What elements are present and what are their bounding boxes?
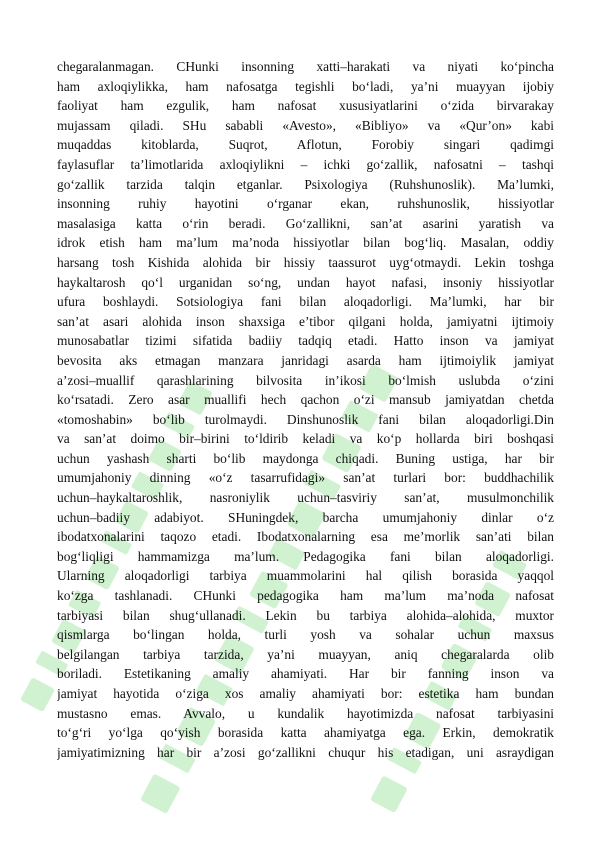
- text-line: faylasuflar ta’limotlarida axloqiylikni – ichki go‘zallik, nafosatni – tashqi: [57, 156, 554, 172]
- text-line: jamiyat hayotida o‘ziga xos amaliy ahamiyati bor: estetika ham bundan: [57, 686, 554, 701]
- text-line: boriladi. Estetikaning amaliy ahamiyati. Har bir fanning inson va: [57, 666, 554, 682]
- text-line: idrok etish ham ma’lum ma’noda hissiyotlar bilan bog‘liq. Masalan, oddiy: [57, 235, 554, 251]
- text-line: «tomoshabin» bo‘lib turolmaydi. Dinshunoslik fani bilan aloqadorligi.Din: [57, 411, 554, 427]
- text-line: haykaltarosh qo‘l urganidan so‘ng, undan hayot nafasi, insoniy hissiyotlar: [57, 274, 554, 290]
- text-line: bog‘liqligi hammamizga ma’lum. Pedagogika fani bilan aloqadorligi.: [57, 548, 554, 564]
- body-text: [57, 57, 554, 762]
- text-line: a’zosi–muallif qarashlarining bilvosita in’ikosi bo‘lmish uslubda o‘zini: [57, 372, 554, 388]
- text-line: san’at asari alohida inson shaxsiga e’tibor qilgani holda, jamiyatni ijtimoiy: [57, 313, 554, 329]
- text-line: insonning ruhiy hayotini o‘rganar ekan, ruhshunoslik, hissiyotlar: [57, 196, 554, 212]
- text-line: bevosita aks etmagan manzara janridagi asarda ham ijtimoiylik jamiyat: [57, 352, 554, 368]
- text-line: mustasno emas. Avvalo, u kundalik hayotimizda nafosat tarbiyasini: [57, 705, 554, 721]
- text-line: mujassam qiladi. SHu sababli «Avesto», «Bibliyo» va «Qur’on» kabi: [57, 117, 554, 133]
- text-line: ufura boshlaydi. Sotsiologiya fani bilan aloqadorligi. Ma’lumki, har bir: [57, 294, 554, 310]
- text-line: jamiyatimizning har bir a’zosi go‘zallikni chuqur his etadigan, uni asraydigan: [57, 744, 554, 760]
- text-line: uchun–haykaltaroshlik, nasroniylik uchun–tasviriy san’at, musulmonchilik: [57, 490, 554, 506]
- text-line: muqaddas kitoblarda, Suqrot, Aflotun, Forobiy singari qadimgi: [57, 137, 554, 153]
- text-line: va san’at doimo bir–birini to‘ldirib keladi va ko‘p hollarda biri boshqasi: [57, 431, 554, 447]
- text-line: uchun yashash sharti bo‘lib maydonga chiqadi. Buning ustiga, har bir: [57, 450, 554, 466]
- text-line: faoliyat ham ezgulik, ham nafosat xususiyatlarini o‘zida birvarakay: [57, 98, 554, 114]
- text-line: ham axloqiylikka, ham nafosatga tegishli bo‘ladi, ya’ni muayyan ijobiy: [57, 78, 554, 94]
- text-line: ko‘rsatadi. Zero asar muallifi hech qachon o‘zi mansub jamiyatdan chetda: [57, 392, 554, 408]
- text-line: Ularning aloqadorligi tarbiya muammolarini hal qilish borasida yaqqol: [57, 568, 554, 584]
- text-line: munosabatlar tizimi sifatida badiiy tadqiq etadi. Hatto inson va jamiyat: [57, 333, 554, 349]
- text-line: masalasiga katta o‘rin beradi. Go‘zallikni, san’at asarini yaratish va: [57, 215, 554, 231]
- text-line: to‘g‘ri yo‘lga qo‘yish borasida katta ahamiyatga ega. Erkin, demokratik: [57, 725, 554, 741]
- text-line: umumjahoniy dinning «o‘z tasarrufidagi» san’at turlari bor: buddhachilik: [57, 470, 554, 486]
- text-line: go‘zallik tarzida talqin etganlar. Psixologiya (Ruhshunoslik). Ma’lumki,: [57, 176, 554, 192]
- text-line: chegaralanmagan. CHunki insonning xatti–harakati va niyati ko‘pincha: [57, 59, 554, 74]
- text-line: tarbiyasi bilan shug‘ullanadi. Lekin bu tarbiya alohida–alohida, muxtor: [57, 607, 554, 623]
- text-line: belgilangan tarbiya tarzida, ya’ni muayyan, aniq chegaralarda olib: [57, 646, 554, 662]
- text-line: ibodatxonalarini taqozo etadi. Ibodatxonalarning esa me’morlik san’ati bilan: [57, 529, 554, 545]
- text-line: uchun–badiiy adabiyot. SHuningdek, barcha umumjahoniy dinlar o‘z: [57, 509, 554, 525]
- text-line: qismlarga bo‘lingan holda, turli yosh va sohalar uchun maxsus: [57, 627, 554, 643]
- text-line: ko‘zga tashlanadi. CHunki pedagogika ham ma’lum ma’noda nafosat: [57, 588, 554, 604]
- text-line: harsang tosh Kishida alohida bir hissiy taassurot uyg‘otmaydi. Lekin toshga: [57, 254, 554, 270]
